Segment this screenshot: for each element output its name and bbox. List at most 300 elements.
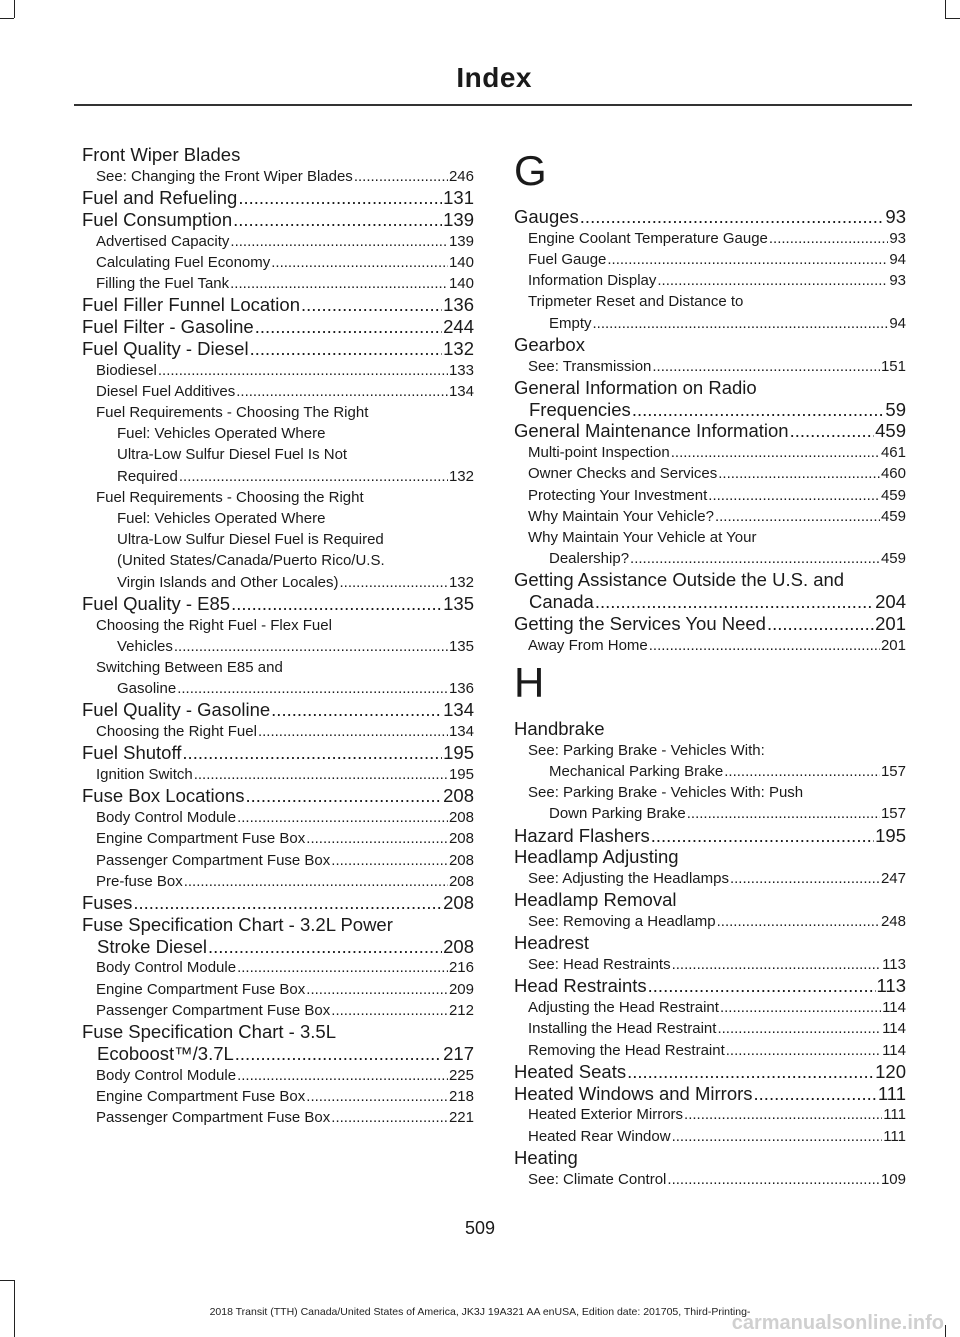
page-reference[interactable]: 248 xyxy=(880,913,906,931)
page-reference[interactable]: 461 xyxy=(880,444,906,462)
page-reference[interactable]: 132 xyxy=(448,467,474,485)
index-entry-main[interactable] xyxy=(82,187,474,209)
page-number: 509 xyxy=(464,1218,496,1238)
dot-leader xyxy=(194,764,448,785)
page-reference[interactable]: 208 xyxy=(448,830,474,848)
entry-text: Handbrake xyxy=(514,718,605,740)
dot-leader xyxy=(354,166,448,187)
index-entry-sub xyxy=(514,527,906,548)
index-entry-sub[interactable] xyxy=(82,231,474,252)
page-reference[interactable]: 221 xyxy=(448,1109,474,1127)
index-entry-sub[interactable] xyxy=(82,1107,474,1128)
index-entry-sub[interactable] xyxy=(514,803,906,824)
entry-text: Adjusting the Head Restraint xyxy=(528,999,719,1017)
index-entry-main[interactable] xyxy=(82,742,474,764)
dot-leader xyxy=(237,1065,448,1086)
index-entry-sub[interactable] xyxy=(514,1169,906,1190)
dot-leader xyxy=(648,975,876,997)
dot-leader xyxy=(652,356,880,377)
entry-text: See: Changing the Front Wiper Blades xyxy=(96,167,353,185)
index-entry-sub xyxy=(82,423,474,444)
dot-leader xyxy=(718,463,880,484)
index-entry-sub[interactable] xyxy=(514,1126,906,1147)
index-entry-sub[interactable] xyxy=(82,636,474,657)
entry-text: Getting Assistance Outside the U.S. and xyxy=(514,569,845,591)
index-entry-main[interactable] xyxy=(82,338,474,360)
entry-text: Canada xyxy=(529,591,594,613)
entry-text: Away From Home xyxy=(528,636,648,654)
index-entry-main[interactable] xyxy=(514,613,906,635)
entry-text: See: Head Restraints xyxy=(528,956,671,974)
index-entry-main xyxy=(514,377,906,399)
index-entry-main xyxy=(514,889,906,911)
page-reference[interactable]: 157 xyxy=(880,763,906,781)
index-entry-sub[interactable] xyxy=(514,761,906,782)
entry-text: Heated Seats xyxy=(514,1060,627,1082)
page-reference[interactable]: 140 xyxy=(448,253,474,271)
dot-leader xyxy=(301,294,442,316)
page-reference[interactable]: 134 xyxy=(448,382,474,400)
entry-text: Ecoboost™/3.7L xyxy=(97,1042,234,1064)
index-entry-main xyxy=(82,144,474,166)
page-reference[interactable]: 246 xyxy=(448,167,474,185)
entry-text: Choosing the Right Fuel - Flex Fuel xyxy=(96,616,332,634)
page-reference[interactable]: 208 xyxy=(448,872,474,890)
entry-text: Vehicles xyxy=(117,637,173,655)
dot-leader xyxy=(593,313,889,334)
entry-text: Tripmeter Reset and Distance to xyxy=(528,293,744,311)
page-reference[interactable]: 201 xyxy=(875,613,906,635)
dot-leader xyxy=(250,338,443,360)
dot-leader xyxy=(667,1169,880,1190)
page-reference[interactable]: 217 xyxy=(443,1042,474,1064)
index-entry-sub[interactable] xyxy=(82,957,474,978)
page-reference[interactable]: 111 xyxy=(883,1127,906,1145)
dot-leader xyxy=(208,936,442,958)
index-entry-sub[interactable] xyxy=(514,997,906,1018)
index-entry-sub[interactable] xyxy=(82,381,474,402)
index-entry-main[interactable] xyxy=(82,699,474,721)
dot-leader xyxy=(726,1040,881,1061)
dot-leader xyxy=(271,252,448,273)
index-entry-sub[interactable] xyxy=(514,356,906,377)
entry-text: Engine Compartment Fuse Box xyxy=(96,980,306,998)
entry-text: Fuel Gauge xyxy=(528,251,607,268)
page-reference[interactable]: 459 xyxy=(880,486,906,504)
index-entry-sub[interactable] xyxy=(514,270,906,291)
index-entry-sub[interactable] xyxy=(514,1104,906,1125)
index-entry-sub[interactable] xyxy=(82,1065,474,1086)
dot-leader xyxy=(237,807,448,828)
index-entry-sub[interactable] xyxy=(82,360,474,381)
index-entry-main[interactable] xyxy=(514,420,906,442)
entry-text: Why Maintain Your Vehicle? xyxy=(528,507,714,525)
page-reference[interactable]: 216 xyxy=(448,959,474,977)
index-entry-main[interactable] xyxy=(514,399,906,421)
entry-text: Heating xyxy=(514,1146,578,1168)
page-reference[interactable]: 208 xyxy=(443,892,474,914)
page-reference[interactable]: 132 xyxy=(443,337,474,359)
crop-mark xyxy=(0,1280,14,1281)
dot-leader xyxy=(767,613,874,635)
index-entry-main[interactable] xyxy=(82,294,474,316)
entry-text: Information Display xyxy=(528,272,657,290)
dot-leader xyxy=(684,1104,882,1125)
entry-text: Owner Checks and Services xyxy=(528,465,718,483)
index-entry-sub[interactable] xyxy=(514,442,906,463)
entry-text: See: Removing a Headlamp xyxy=(528,913,716,931)
entry-text: Fuel Filler Funnel Location xyxy=(82,294,300,316)
index-entry-sub[interactable] xyxy=(514,1040,906,1061)
entry-text: Choosing the Right Fuel xyxy=(96,723,257,741)
dot-leader xyxy=(236,381,448,402)
index-entry-sub xyxy=(514,740,906,761)
index-entry-sub xyxy=(82,402,474,423)
dot-leader xyxy=(184,871,448,892)
entry-text: Gasoline xyxy=(117,680,177,698)
dot-leader xyxy=(632,399,885,421)
page-reference[interactable]: 460 xyxy=(880,465,906,483)
dot-leader xyxy=(607,249,888,270)
dot-leader xyxy=(790,420,875,442)
index-entry-sub[interactable] xyxy=(514,954,906,975)
entry-text: Removing the Head Restraint xyxy=(528,1041,725,1059)
page-reference[interactable]: 111 xyxy=(883,1106,906,1124)
index-entry-sub[interactable] xyxy=(82,807,474,828)
index-entry-main xyxy=(514,334,906,356)
entry-text: Switching Between E85 and xyxy=(96,659,283,677)
index-entry-main[interactable] xyxy=(82,785,474,807)
crop-mark xyxy=(14,0,15,18)
entry-text: Advertised Capacity xyxy=(96,232,230,250)
dot-leader xyxy=(230,231,448,252)
dot-leader xyxy=(769,228,888,249)
dot-leader xyxy=(306,1086,448,1107)
dot-leader xyxy=(672,954,882,975)
dot-leader xyxy=(671,442,880,463)
page-reference[interactable]: 208 xyxy=(448,851,474,869)
entry-text: Calculating Fuel Economy xyxy=(96,253,271,271)
index-entry-sub[interactable] xyxy=(82,572,474,593)
page-reference[interactable]: 459 xyxy=(875,420,906,442)
dot-leader xyxy=(730,868,880,889)
dot-leader xyxy=(331,1107,448,1128)
page-reference[interactable]: 114 xyxy=(882,1020,906,1038)
dot-leader xyxy=(238,187,442,209)
entry-text: Fuse Box Locations xyxy=(82,785,245,807)
index-entry-sub xyxy=(82,550,474,571)
entry-text: Stroke Diesel xyxy=(97,935,208,957)
index-entry-main[interactable] xyxy=(82,593,474,615)
entry-text: Pre-fuse Box xyxy=(96,872,183,890)
index-entry-sub[interactable] xyxy=(514,313,906,334)
dot-leader xyxy=(331,850,448,871)
dot-leader xyxy=(231,593,442,615)
index-entry-sub xyxy=(82,444,474,465)
page-reference[interactable]: 208 xyxy=(443,785,474,807)
page-reference[interactable]: 131 xyxy=(443,187,474,208)
page-reference[interactable]: 204 xyxy=(875,591,906,613)
index-letter-heading: G xyxy=(514,147,547,194)
index-entry-sub xyxy=(82,657,474,678)
page-reference[interactable]: 94 xyxy=(889,314,906,332)
index-entry-main xyxy=(82,1021,474,1043)
entry-text: Headlamp Removal xyxy=(514,889,677,911)
dot-leader xyxy=(580,206,885,228)
dot-leader xyxy=(306,979,448,1000)
entry-text: Ultra-Low Sulfur Diesel Fuel is Required xyxy=(117,531,384,549)
entry-text: Hazard Flashers xyxy=(514,824,650,846)
index-entry-sub[interactable] xyxy=(514,463,906,484)
entry-text: Installing the Head Restraint xyxy=(528,1020,717,1038)
dot-leader xyxy=(306,828,448,849)
index-entry-main xyxy=(514,932,906,954)
index-entry-main xyxy=(514,846,906,868)
page-reference[interactable]: 201 xyxy=(880,636,906,654)
entry-text: General Maintenance Information xyxy=(514,420,789,442)
page-reference[interactable]: 195 xyxy=(448,766,474,784)
page-reference[interactable]: 120 xyxy=(875,1060,906,1082)
entry-text: (United States/Canada/Puerto Rico/U.S. xyxy=(117,552,385,570)
entry-text: See: Adjusting the Headlamps xyxy=(528,870,729,888)
dot-leader xyxy=(715,506,880,527)
entry-text: Engine Coolant Temperature Gauge xyxy=(528,229,768,247)
dot-leader xyxy=(340,572,448,593)
dot-leader xyxy=(754,1083,877,1105)
entry-text: Ultra-Low Sulfur Diesel Fuel Is Not xyxy=(117,446,348,464)
page-reference[interactable]: 218 xyxy=(448,1087,474,1105)
entry-text: Head Restraints xyxy=(514,975,647,997)
page-reference[interactable]: 114 xyxy=(882,1041,906,1059)
dot-leader xyxy=(174,636,448,657)
entry-text: Passenger Compartment Fuse Box xyxy=(96,851,331,869)
watermark: carmanualsonline.info xyxy=(731,1312,944,1334)
index-entry-main xyxy=(514,718,906,740)
page-reference[interactable]: 134 xyxy=(443,699,474,721)
page-reference[interactable]: 132 xyxy=(448,573,474,591)
index-entry-sub[interactable] xyxy=(82,721,474,742)
index-entry-sub[interactable] xyxy=(514,548,906,569)
page-reference[interactable]: 151 xyxy=(880,357,906,375)
index-entry-sub[interactable] xyxy=(82,166,474,187)
page-reference[interactable]: 459 xyxy=(880,507,906,525)
entry-text: Fuel Filter - Gasoline xyxy=(82,316,254,337)
index-entry-sub[interactable] xyxy=(514,485,906,506)
index-entry-main[interactable] xyxy=(514,1061,906,1083)
index-entry-main xyxy=(514,1147,906,1169)
page-reference[interactable]: 139 xyxy=(443,208,474,230)
index-entry-sub[interactable] xyxy=(82,1086,474,1107)
page-reference[interactable]: 209 xyxy=(448,980,474,998)
dot-leader xyxy=(720,997,881,1018)
entry-text: Mechanical Parking Brake xyxy=(549,763,724,781)
page-reference[interactable]: 134 xyxy=(448,723,474,741)
entry-text: Fuel Shutoff xyxy=(82,742,182,764)
entry-text: Gauges xyxy=(514,206,579,227)
dot-leader xyxy=(233,209,442,231)
page-reference[interactable]: 208 xyxy=(443,935,474,957)
dot-leader xyxy=(649,635,880,656)
page-reference[interactable]: 94 xyxy=(889,251,906,268)
index-entry-sub[interactable] xyxy=(514,635,906,656)
entry-text: Down Parking Brake xyxy=(549,805,686,823)
entry-text: Diesel Fuel Additives xyxy=(96,382,236,400)
page-reference[interactable]: 139 xyxy=(448,232,474,250)
entry-text: Fuel: Vehicles Operated Where xyxy=(117,425,326,443)
dot-leader xyxy=(630,548,880,569)
index-letter-heading: H xyxy=(514,659,545,707)
entry-text: Passenger Compartment Fuse Box xyxy=(96,1001,331,1019)
dot-leader xyxy=(717,1018,881,1039)
index-entry-sub[interactable] xyxy=(514,228,906,249)
crop-mark xyxy=(945,18,960,19)
page-reference[interactable]: 113 xyxy=(882,956,906,974)
dot-leader xyxy=(717,911,880,932)
crop-mark xyxy=(945,1325,946,1337)
index-entry-sub[interactable] xyxy=(514,868,906,889)
page-reference[interactable]: 93 xyxy=(885,206,906,227)
dot-leader xyxy=(255,316,442,338)
entry-text: Heated Exterior Mirrors xyxy=(528,1106,684,1124)
entry-text: Fuse Specification Chart - 3.2L Power xyxy=(82,913,393,935)
entry-text: Empty xyxy=(549,314,592,332)
page-reference[interactable]: 133 xyxy=(448,361,474,379)
entry-text: Multi-point Inspection xyxy=(528,444,670,462)
entry-text: See: Parking Brake - Vehicles With: xyxy=(528,741,765,759)
page-reference[interactable]: 247 xyxy=(880,870,906,888)
entry-text: Headrest xyxy=(514,932,590,954)
page-reference[interactable]: 59 xyxy=(885,398,906,420)
index-entry-sub[interactable] xyxy=(82,273,474,294)
entry-text: Body Control Module xyxy=(96,959,237,977)
dot-leader xyxy=(235,1043,442,1065)
page-reference[interactable]: 135 xyxy=(448,637,474,655)
entry-text: See: Parking Brake - Vehicles With: Push xyxy=(528,784,804,802)
index-entry-main[interactable] xyxy=(514,591,906,613)
entry-text: Fuel: Vehicles Operated Where xyxy=(117,510,326,528)
entry-text: Body Control Module xyxy=(96,809,237,827)
entry-text: Fuses xyxy=(82,892,133,914)
page-reference[interactable]: 212 xyxy=(448,1001,474,1019)
page-reference[interactable]: 135 xyxy=(443,592,474,614)
index-entry-sub[interactable] xyxy=(82,979,474,1000)
index-entry-sub[interactable] xyxy=(82,466,474,487)
entry-text: Fuel Requirements - Choosing The Right xyxy=(96,404,369,421)
dot-leader xyxy=(158,360,448,381)
index-entry-sub[interactable] xyxy=(82,1000,474,1021)
page-reference[interactable]: 208 xyxy=(448,809,474,827)
index-entry-main[interactable] xyxy=(82,892,474,914)
entry-text: Filling the Fuel Tank xyxy=(96,275,230,292)
entry-text: Gearbox xyxy=(514,333,585,355)
entry-text: Fuel and Refueling xyxy=(82,187,238,208)
page-reference[interactable]: 195 xyxy=(443,742,474,764)
page-reference[interactable]: 136 xyxy=(443,294,474,316)
index-column-left xyxy=(82,144,474,1128)
index-entry-sub xyxy=(514,291,906,312)
index-entry-sub xyxy=(514,782,906,803)
entry-text: Virgin Islands and Other Locales) xyxy=(117,573,339,591)
dot-leader xyxy=(687,803,880,824)
index-entry-sub[interactable] xyxy=(514,506,906,527)
index-entry-main xyxy=(514,569,906,591)
entry-text: Heated Rear Window xyxy=(528,1127,671,1145)
dot-leader xyxy=(595,591,874,613)
page-reference[interactable]: 113 xyxy=(876,975,906,997)
index-entry-main[interactable] xyxy=(514,975,906,997)
index-entry-sub[interactable] xyxy=(82,764,474,785)
page-reference[interactable]: 140 xyxy=(448,275,474,292)
entry-text: Getting the Services You Need xyxy=(514,613,766,635)
dot-leader xyxy=(271,699,442,721)
index-entry-main[interactable] xyxy=(82,1043,474,1065)
page-reference[interactable]: 195 xyxy=(875,824,906,846)
entry-text: Required xyxy=(117,467,178,485)
entry-text: See: Transmission xyxy=(528,357,652,375)
entry-text: Engine Compartment Fuse Box xyxy=(96,830,306,848)
dot-leader xyxy=(245,785,442,807)
dot-leader xyxy=(708,485,880,506)
page-reference[interactable]: 93 xyxy=(889,229,906,247)
entry-text: Front Wiper Blades xyxy=(82,144,241,165)
dot-leader xyxy=(182,742,442,764)
dot-leader xyxy=(230,273,448,294)
page-reference[interactable]: 244 xyxy=(443,316,474,337)
index-entry-sub[interactable] xyxy=(82,828,474,849)
index-entry-sub[interactable] xyxy=(514,911,906,932)
crop-mark xyxy=(0,18,14,19)
dot-leader xyxy=(258,721,448,742)
index-entry-main[interactable] xyxy=(514,1083,906,1105)
index-entry-main xyxy=(82,914,474,936)
index-entry-main[interactable] xyxy=(514,825,906,847)
index-entry-sub[interactable] xyxy=(82,678,474,699)
dot-leader xyxy=(651,825,874,847)
entry-text: Fuel Consumption xyxy=(82,208,233,230)
dot-leader xyxy=(237,957,448,978)
index-entry-sub[interactable] xyxy=(514,249,906,270)
index-entry-sub[interactable] xyxy=(82,850,474,871)
page-reference[interactable]: 136 xyxy=(448,680,474,698)
entry-text: See: Climate Control xyxy=(528,1170,667,1188)
index-entry-sub xyxy=(82,529,474,550)
page-reference[interactable]: 114 xyxy=(882,999,906,1017)
footer-edition-info: 2018 Transit (TTH) Canada/United States of America, JK3J 19A321 AA enUSA, Edition date: 201705, Third-Printing- xyxy=(209,1306,751,1318)
dot-leader xyxy=(724,761,880,782)
page-reference[interactable]: 109 xyxy=(880,1170,906,1188)
index-entry-main[interactable] xyxy=(82,316,474,338)
index-entry-main[interactable] xyxy=(82,209,474,231)
dot-leader xyxy=(627,1061,874,1083)
entry-text: Why Maintain Your Vehicle at Your xyxy=(528,529,757,547)
index-entry-sub xyxy=(82,487,474,508)
entry-text: Passenger Compartment Fuse Box xyxy=(96,1109,331,1127)
entry-text: Ignition Switch xyxy=(96,766,193,784)
page-reference[interactable]: 157 xyxy=(880,805,906,823)
index-entry-sub[interactable] xyxy=(82,252,474,273)
entry-text: Body Control Module xyxy=(96,1066,237,1084)
page-reference[interactable]: 459 xyxy=(880,550,906,568)
index-entry-main[interactable] xyxy=(82,936,474,958)
index-entry-sub[interactable] xyxy=(82,871,474,892)
entry-text: Headlamp Adjusting xyxy=(514,846,679,868)
index-entry-main[interactable] xyxy=(514,206,906,228)
dot-leader xyxy=(133,892,442,914)
page-reference[interactable]: 111 xyxy=(877,1082,906,1104)
page-reference[interactable]: 93 xyxy=(889,272,906,290)
index-entry-sub[interactable] xyxy=(514,1018,906,1039)
page-reference[interactable]: 225 xyxy=(448,1066,474,1084)
